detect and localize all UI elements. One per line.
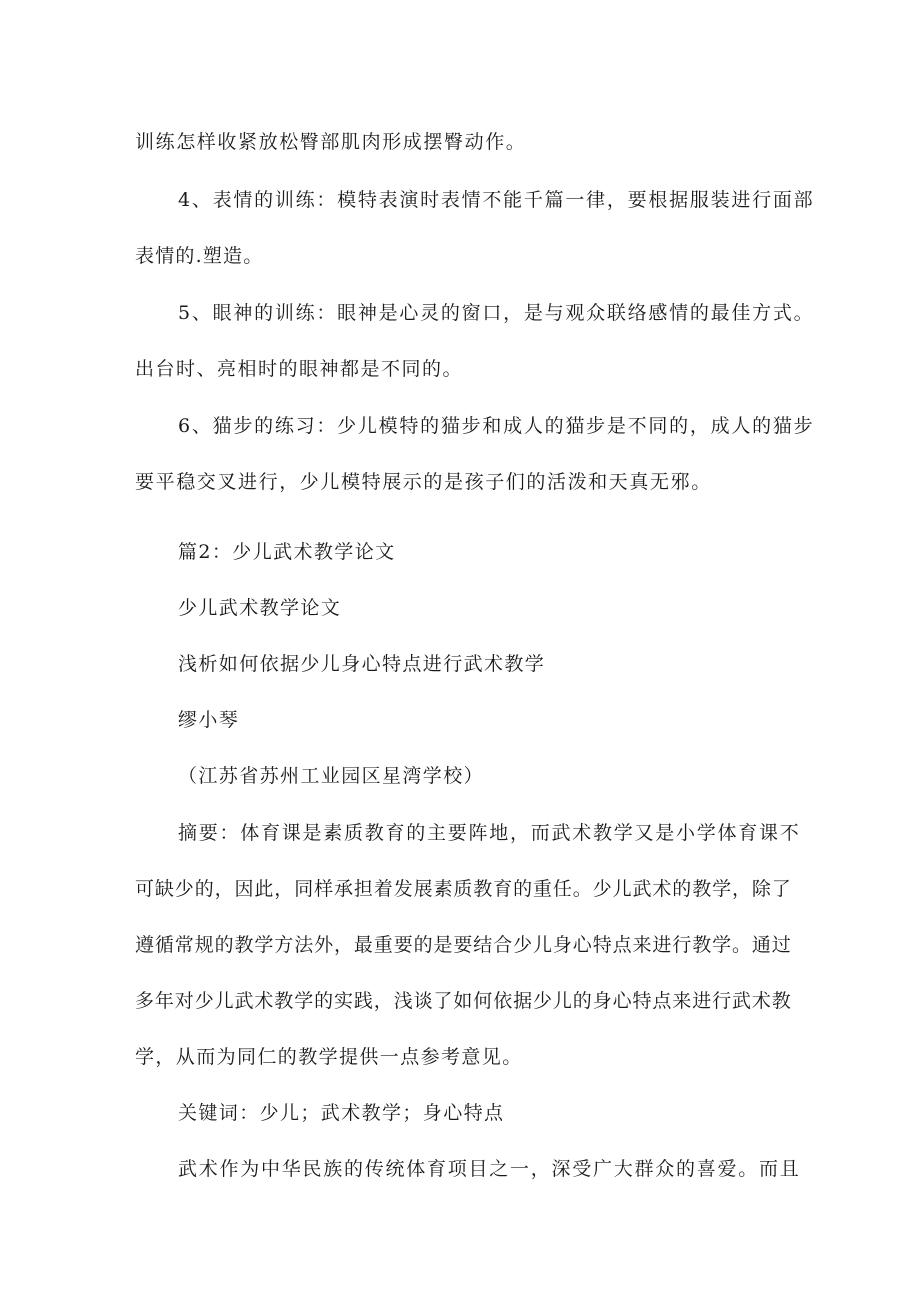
section-heading: 篇2：少儿武术教学论文	[178, 541, 396, 563]
abstract-line: 摘要：体育课是素质教育的主要阵地，而武术教学又是小学体育课不	[178, 822, 801, 844]
abstract-line: 学，从而为同仁的教学提供一点参考意见。	[135, 1046, 523, 1068]
body-text-line: 出台时、亮相时的眼神都是不同的。	[135, 358, 464, 380]
abstract-line: 可缺少的，因此，同样承担着发展素质教育的重任。少儿武术的教学，除了	[135, 878, 792, 900]
keywords-line: 关键词：少儿；武术教学；身心特点	[178, 1102, 505, 1124]
article-title: 少儿武术教学论文	[178, 597, 342, 619]
body-text-line: 武术作为中华民族的传统体育项目之一，深受广大群众的喜爱。而且	[178, 1158, 801, 1180]
article-subtitle: 浅析如何依据少儿身心特点进行武术教学	[178, 653, 546, 675]
body-text-line: 4、表情的训练：模特表演时表情不能千篇一律，要根据服装进行面部	[178, 189, 815, 211]
body-text-line: 表情的.塑造。	[135, 245, 264, 267]
abstract-line: 遵循常规的教学方法外，最重要的是要结合少儿身心特点来进行教学。通过	[135, 934, 792, 956]
author-name: 缪小琴	[178, 709, 240, 731]
author-affiliation: （江苏省苏州工业园区星湾学校）	[178, 765, 485, 787]
abstract-line: 多年对少儿武术教学的实践，浅谈了如何依据少儿的身心特点来进行武术教	[135, 990, 792, 1012]
body-text-line: 训练怎样收紧放松臀部肌肉形成摆臀动作。	[135, 131, 527, 153]
body-text-line: 要平稳交叉进行，少儿模特展示的是孩子们的活泼和天真无邪。	[135, 471, 712, 493]
body-text-line: 6、猫步的练习：少儿模特的猫步和成人的猫步是不同的，成人的猫步	[178, 415, 815, 437]
body-text-line: 5、眼神的训练：眼神是心灵的窗口，是与观众联络感情的最佳方式。	[178, 302, 815, 324]
